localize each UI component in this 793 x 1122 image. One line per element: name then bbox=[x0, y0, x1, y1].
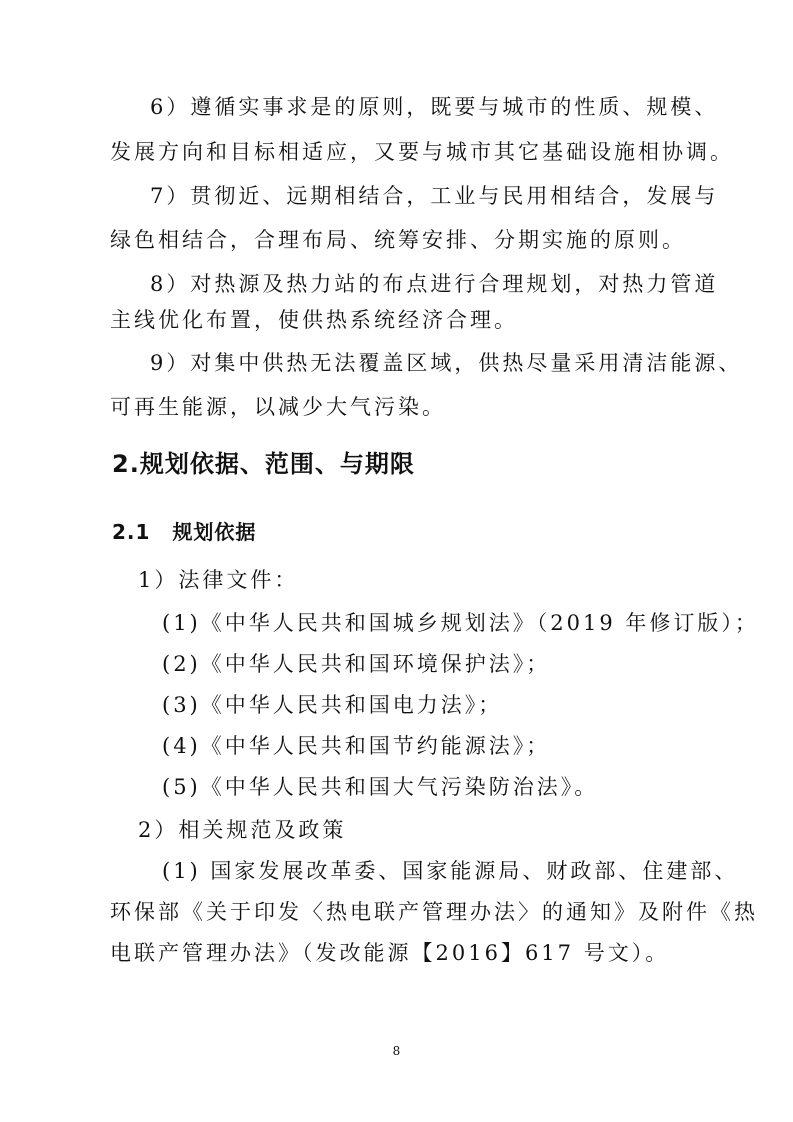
laws-title: 1）法律文件： bbox=[138, 568, 299, 592]
principle-8-line-1: 8）对热源及热力站的布点进行合理规划，对热力管道 bbox=[150, 272, 719, 296]
law-item: (5)《中华人民共和国大气污染防治法》。 bbox=[162, 775, 599, 799]
policy-item-1-line-2: 环保部《关于印发〈热电联产管理办法〉的通知》及附件《热 bbox=[110, 900, 758, 924]
law-item: (2)《中华人民共和国环境保护法》； bbox=[162, 652, 551, 676]
principle-9-line-1: 9）对集中供热无法覆盖区域，供热尽量采用清洁能源、 bbox=[150, 351, 743, 375]
law-item: (1)《中华人民共和国城乡规划法》（2019 年修订版）； bbox=[162, 611, 759, 635]
principle-9-line-2: 可再生能源，以减少大气污染。 bbox=[110, 395, 446, 419]
page-number: 8 bbox=[392, 1044, 401, 1058]
policy-item-1-line-1: (1) 国家发展改革委、国家能源局、财政部、住建部、 bbox=[162, 859, 739, 883]
principle-8-line-2: 主线优化布置，使供热系统经济合理。 bbox=[110, 308, 518, 332]
law-item: (3)《中华人民共和国电力法》； bbox=[162, 693, 503, 717]
principle-6-line-1: 6）遵循实事求是的原则，既要与城市的性质、规模、 bbox=[150, 95, 719, 119]
law-item: (4)《中华人民共和国节约能源法》； bbox=[162, 734, 551, 758]
principle-7-line-2: 绿色相结合，合理布局、统筹安排、分期实施的原则。 bbox=[110, 228, 686, 252]
principle-7-line-1: 7）贯彻近、远期相结合，工业与民用相结合，发展与 bbox=[150, 184, 719, 208]
policies-title: 2）相关规范及政策 bbox=[138, 818, 347, 842]
principle-6-line-2: 发展方向和目标相适应，又要与城市其它基础设施相协调。 bbox=[110, 140, 734, 164]
subsection-title: 规划依据 bbox=[172, 520, 257, 544]
policy-item-1-line-3: 电联产管理办法》（发改能源【2016】617 号文）。 bbox=[110, 941, 670, 965]
subsection-heading bbox=[112, 517, 256, 547]
subsection-number: 2.1 bbox=[112, 520, 151, 544]
section-heading: 2.规划依据、范围、与期限 bbox=[112, 450, 415, 478]
